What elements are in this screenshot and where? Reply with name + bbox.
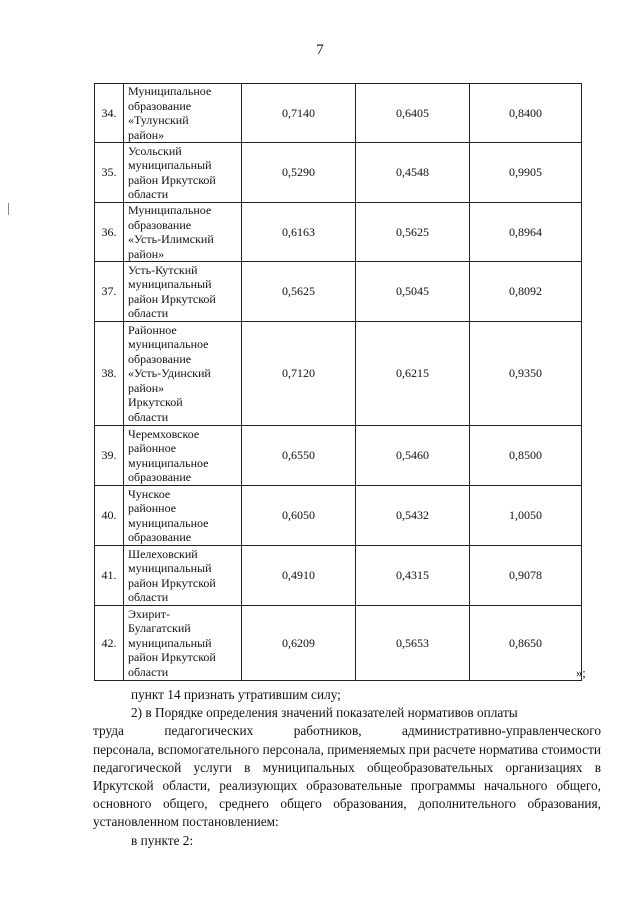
value-3: 0,9350: [470, 322, 582, 426]
value-3: 0,8964: [470, 203, 582, 262]
paragraph-point-2: в пункте 2:: [131, 832, 194, 848]
closing-quote: »;: [576, 666, 586, 680]
value-1: 0,6050: [242, 486, 356, 546]
word: педагогических: [164, 723, 254, 739]
municipality-name: Чунское районное муниципальное образование: [124, 486, 242, 546]
table-row: [95, 203, 582, 262]
table-row: [95, 322, 582, 426]
value-2: 0,4315: [356, 546, 470, 606]
table-row: [95, 262, 582, 322]
value-2: 0,6405: [356, 84, 470, 143]
row-number: 35.: [95, 143, 124, 203]
row-number: 37.: [95, 262, 124, 322]
municipality-name: Черемховское районное муниципальное образование: [124, 426, 242, 486]
row-number: 34.: [95, 84, 124, 143]
value-1: 0,6163: [242, 203, 356, 262]
value-2: 0,6215: [356, 322, 470, 426]
paragraph-2-line-2: [93, 722, 601, 740]
municipality-name: Усть-Кутский муниципальный район Иркутской области: [124, 262, 242, 322]
row-number: 38.: [95, 322, 124, 426]
municipality-name: Муниципальное образование «Усть-Илимский район»: [124, 203, 242, 262]
municipality-name: Муниципальное образование «Тулунский район»: [124, 84, 242, 143]
value-3: 0,8650: [470, 606, 582, 681]
paragraph-item-14: пункт 14 признать утратившим силу;: [131, 687, 341, 702]
value-3: 0,8400: [470, 84, 582, 143]
word: административно-управленческого: [401, 723, 601, 739]
value-3: 0,8092: [470, 262, 582, 322]
municipality-name: Усольский муниципальный район Иркутской области: [124, 143, 242, 203]
value-3: 0,9905: [470, 143, 582, 203]
value-1: 0,6550: [242, 426, 356, 486]
table-row: [95, 84, 582, 143]
table-row: [95, 546, 582, 606]
margin-mark: [8, 203, 9, 215]
normatives-table: [94, 83, 582, 681]
row-number: 42.: [95, 606, 124, 681]
row-number: 36.: [95, 203, 124, 262]
value-1: 0,4910: [242, 546, 356, 606]
word: работников,: [293, 723, 362, 739]
municipality-name: Шелеховский муниципальный район Иркутской области: [124, 546, 242, 606]
table-row: [95, 426, 582, 486]
table-row: [95, 143, 582, 203]
value-3: 0,9078: [470, 546, 582, 606]
row-number: 41.: [95, 546, 124, 606]
value-2: 0,5045: [356, 262, 470, 322]
paragraph-2-rest: персонала, вспомогательного персонала, применяемых при расчете норматива стоимости педагогической услуги в муниципальных общеобразовательных организациях в Иркутской области, реализующих образовательные программы начального общего, основного общего, среднего общего образования, дополнительного образования, установленном постановлением:: [93, 741, 601, 830]
value-1: 0,7120: [242, 322, 356, 426]
page-number: 7: [316, 42, 324, 58]
value-2: 0,5653: [356, 606, 470, 681]
value-2: 0,5460: [356, 426, 470, 486]
body-text: [93, 686, 601, 850]
row-number: 40.: [95, 486, 124, 546]
row-number: 39.: [95, 426, 124, 486]
value-1: 0,5625: [242, 262, 356, 322]
paragraph-2-line-1: 2) в Порядке определения значений показателей нормативов оплаты: [131, 705, 518, 721]
word: труда: [93, 723, 124, 739]
value-1: 0,7140: [242, 84, 356, 143]
value-2: 0,5625: [356, 203, 470, 262]
value-3: 0,8500: [470, 426, 582, 486]
municipality-name: Эхирит- Булагатский муниципальный район Иркутской области: [124, 606, 242, 681]
value-1: 0,6209: [242, 606, 356, 681]
value-1: 0,5290: [242, 143, 356, 203]
table-row: [95, 606, 582, 681]
value-2: 0,5432: [356, 486, 470, 546]
value-2: 0,4548: [356, 143, 470, 203]
table-row: [95, 486, 582, 546]
value-3: 1,0050: [470, 486, 582, 546]
municipality-name: Районное муниципальное образование «Усть-Удинский район» Иркутской области: [124, 322, 242, 426]
